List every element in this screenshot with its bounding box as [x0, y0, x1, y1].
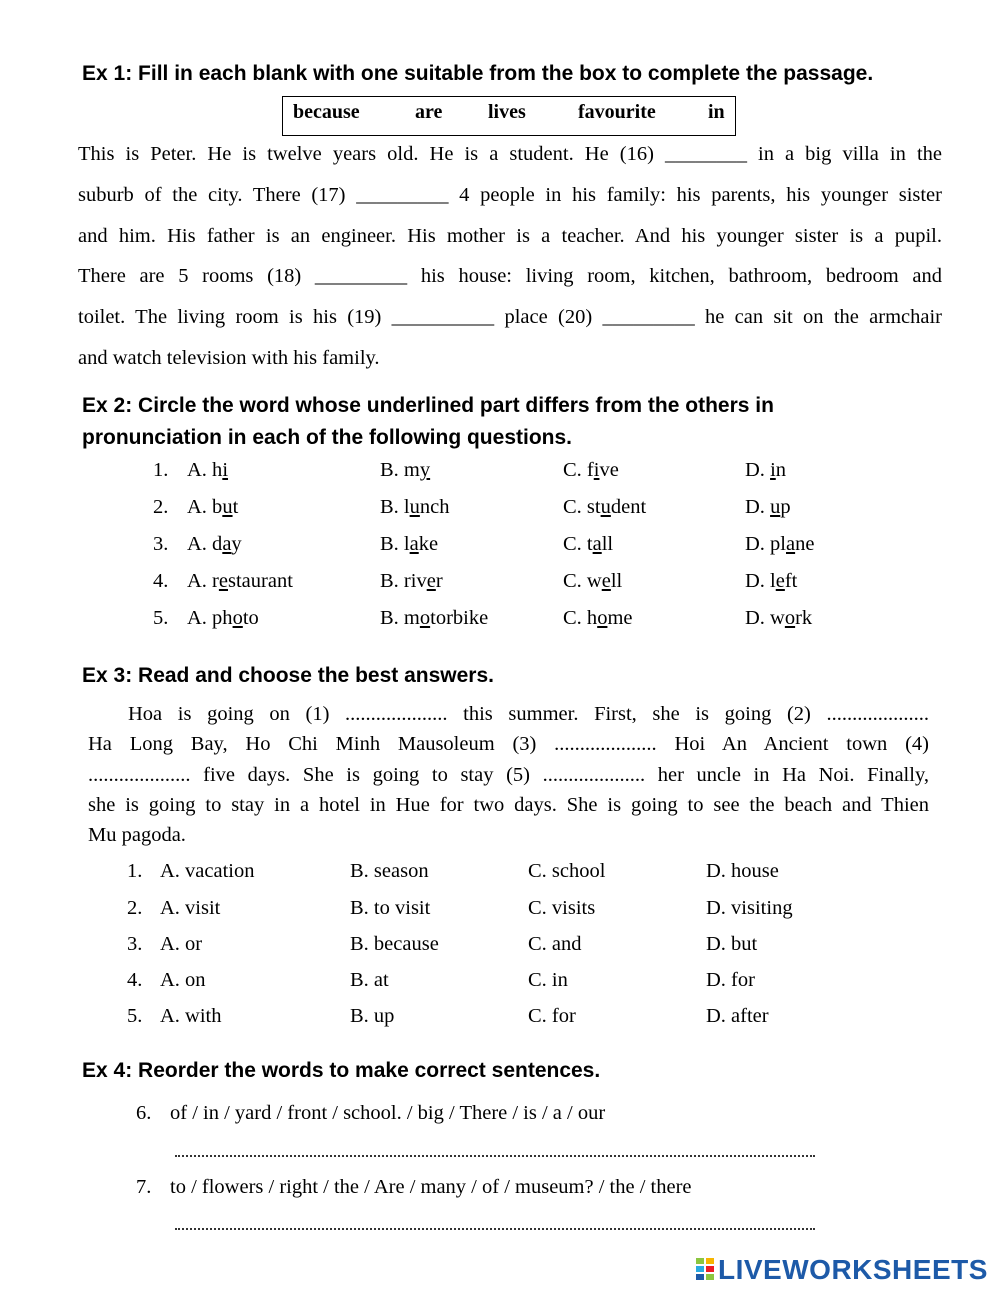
word-box-item: favourite: [578, 101, 656, 123]
answer-option[interactable]: B. my: [380, 459, 431, 481]
passage-line: There are 5 rooms (18) _________ his house: living room, kitchen, bathroom, bedroom and: [78, 265, 942, 287]
answer-line[interactable]: [175, 1155, 815, 1157]
scrambled-words: of / in / yard / front / school. / big / There / is / a / our: [170, 1102, 606, 1124]
question-number: 3.: [153, 533, 169, 555]
question-number: 2.: [127, 897, 143, 919]
passage-line: Hoa is going on (1) .................... this summer. First, she is going (2) ....................: [128, 703, 929, 725]
answer-option[interactable]: D. visiting: [706, 897, 793, 919]
ex2-heading: Ex 2: Circle the word whose underlined part differs from the others in: [82, 394, 774, 417]
answer-option[interactable]: C. five: [563, 459, 619, 481]
answer-option[interactable]: A. with: [160, 1005, 222, 1027]
passage-line: she is going to stay in a hotel in Hue for two days. She is going to see the beach and Thien: [88, 794, 929, 816]
answer-option[interactable]: B. lunch: [380, 496, 450, 518]
scrambled-words: to / flowers / right / the / Are / many / of / museum? / the / there: [170, 1176, 692, 1198]
answer-line[interactable]: [175, 1228, 815, 1230]
word-box-item: in: [708, 101, 725, 123]
answer-option[interactable]: C. in: [528, 969, 568, 991]
ex4-heading: Ex 4: Reorder the words to make correct sentences.: [82, 1059, 601, 1082]
answer-option[interactable]: D. plane: [745, 533, 815, 555]
passage-line: .................... five days. She is going to stay (5) .................... her uncle in Ha Noi. Finally,: [88, 764, 929, 786]
answer-option[interactable]: C. for: [528, 1005, 576, 1027]
answer-option[interactable]: A. vacation: [160, 860, 255, 882]
word-box-item: because: [293, 101, 360, 123]
ex3-heading: Ex 3: Read and choose the best answers.: [82, 664, 494, 687]
answer-option[interactable]: B. lake: [380, 533, 439, 555]
answer-option[interactable]: C. visits: [528, 897, 596, 919]
answer-option[interactable]: A. or: [160, 933, 203, 955]
word-box-item: lives: [488, 101, 526, 123]
answer-option[interactable]: B. up: [350, 1005, 395, 1027]
answer-option[interactable]: D. but: [706, 933, 758, 955]
word-box: [282, 96, 736, 136]
passage-line: Mu pagoda.: [88, 824, 186, 846]
question-number: 2.: [153, 496, 169, 518]
answer-option[interactable]: B. motorbike: [380, 607, 489, 629]
answer-option[interactable]: B. at: [350, 969, 389, 991]
answer-option[interactable]: C. home: [563, 607, 633, 629]
ex1-heading: Ex 1: Fill in each blank with one suitable from the box to complete the passage.: [82, 62, 874, 85]
word-box-item: are: [415, 101, 443, 123]
logo-text: LIVEWORKSHEETS: [718, 1254, 988, 1285]
passage-line: and watch television with his family.: [78, 347, 380, 369]
answer-option[interactable]: A. on: [160, 969, 206, 991]
passage-line: suburb of the city. There (17) _________ 4 people in his family: his parents, his younger sister: [78, 184, 942, 206]
question-number: 7.: [136, 1176, 152, 1198]
worksheet-logo-icon: [696, 1258, 716, 1282]
answer-option[interactable]: B. to visit: [350, 897, 431, 919]
answer-option[interactable]: D. up: [745, 496, 791, 518]
ex2-heading-cont: pronunciation in each of the following questions.: [82, 426, 572, 449]
answer-option[interactable]: C. tall: [563, 533, 614, 555]
question-number: 1.: [127, 860, 143, 882]
answer-option[interactable]: D. house: [706, 860, 779, 882]
passage-line: and him. His father is an engineer. His mother is a teacher. And his younger sister is a pupil.: [78, 225, 942, 247]
answer-option[interactable]: A. but: [187, 496, 239, 518]
answer-option[interactable]: D. in: [745, 459, 787, 481]
answer-option[interactable]: D. for: [706, 969, 755, 991]
answer-option[interactable]: C. school: [528, 860, 606, 882]
passage-line: Ha Long Bay, Ho Chi Minh Mausoleum (3) .................... Hoi An Ancient town (4): [88, 733, 929, 755]
answer-option[interactable]: A. visit: [160, 897, 221, 919]
answer-option[interactable]: D. left: [745, 570, 798, 592]
answer-option[interactable]: A. photo: [187, 607, 259, 629]
answer-option[interactable]: A. day: [187, 533, 242, 555]
answer-option[interactable]: D. after: [706, 1005, 769, 1027]
passage-line: toilet. The living room is his (19) __________ place (20) _________ he can sit on the armchair: [78, 306, 942, 328]
question-number: 5.: [127, 1005, 143, 1027]
question-number: 1.: [153, 459, 169, 481]
question-number: 5.: [153, 607, 169, 629]
answer-option[interactable]: D. work: [745, 607, 813, 629]
answer-option[interactable]: B. river: [380, 570, 443, 592]
answer-option[interactable]: C. student: [563, 496, 647, 518]
answer-option[interactable]: A. hi: [187, 459, 229, 481]
passage-line: This is Peter. He is twelve years old. He is a student. He (16) ________ in a big villa in the: [78, 143, 942, 165]
question-number: 3.: [127, 933, 143, 955]
answer-option[interactable]: B. because: [350, 933, 439, 955]
question-number: 6.: [136, 1102, 152, 1124]
answer-option[interactable]: B. season: [350, 860, 429, 882]
answer-option[interactable]: C. well: [563, 570, 623, 592]
question-number: 4.: [153, 570, 169, 592]
answer-option[interactable]: C. and: [528, 933, 582, 955]
answer-option[interactable]: A. restaurant: [187, 570, 293, 592]
question-number: 4.: [127, 969, 143, 991]
